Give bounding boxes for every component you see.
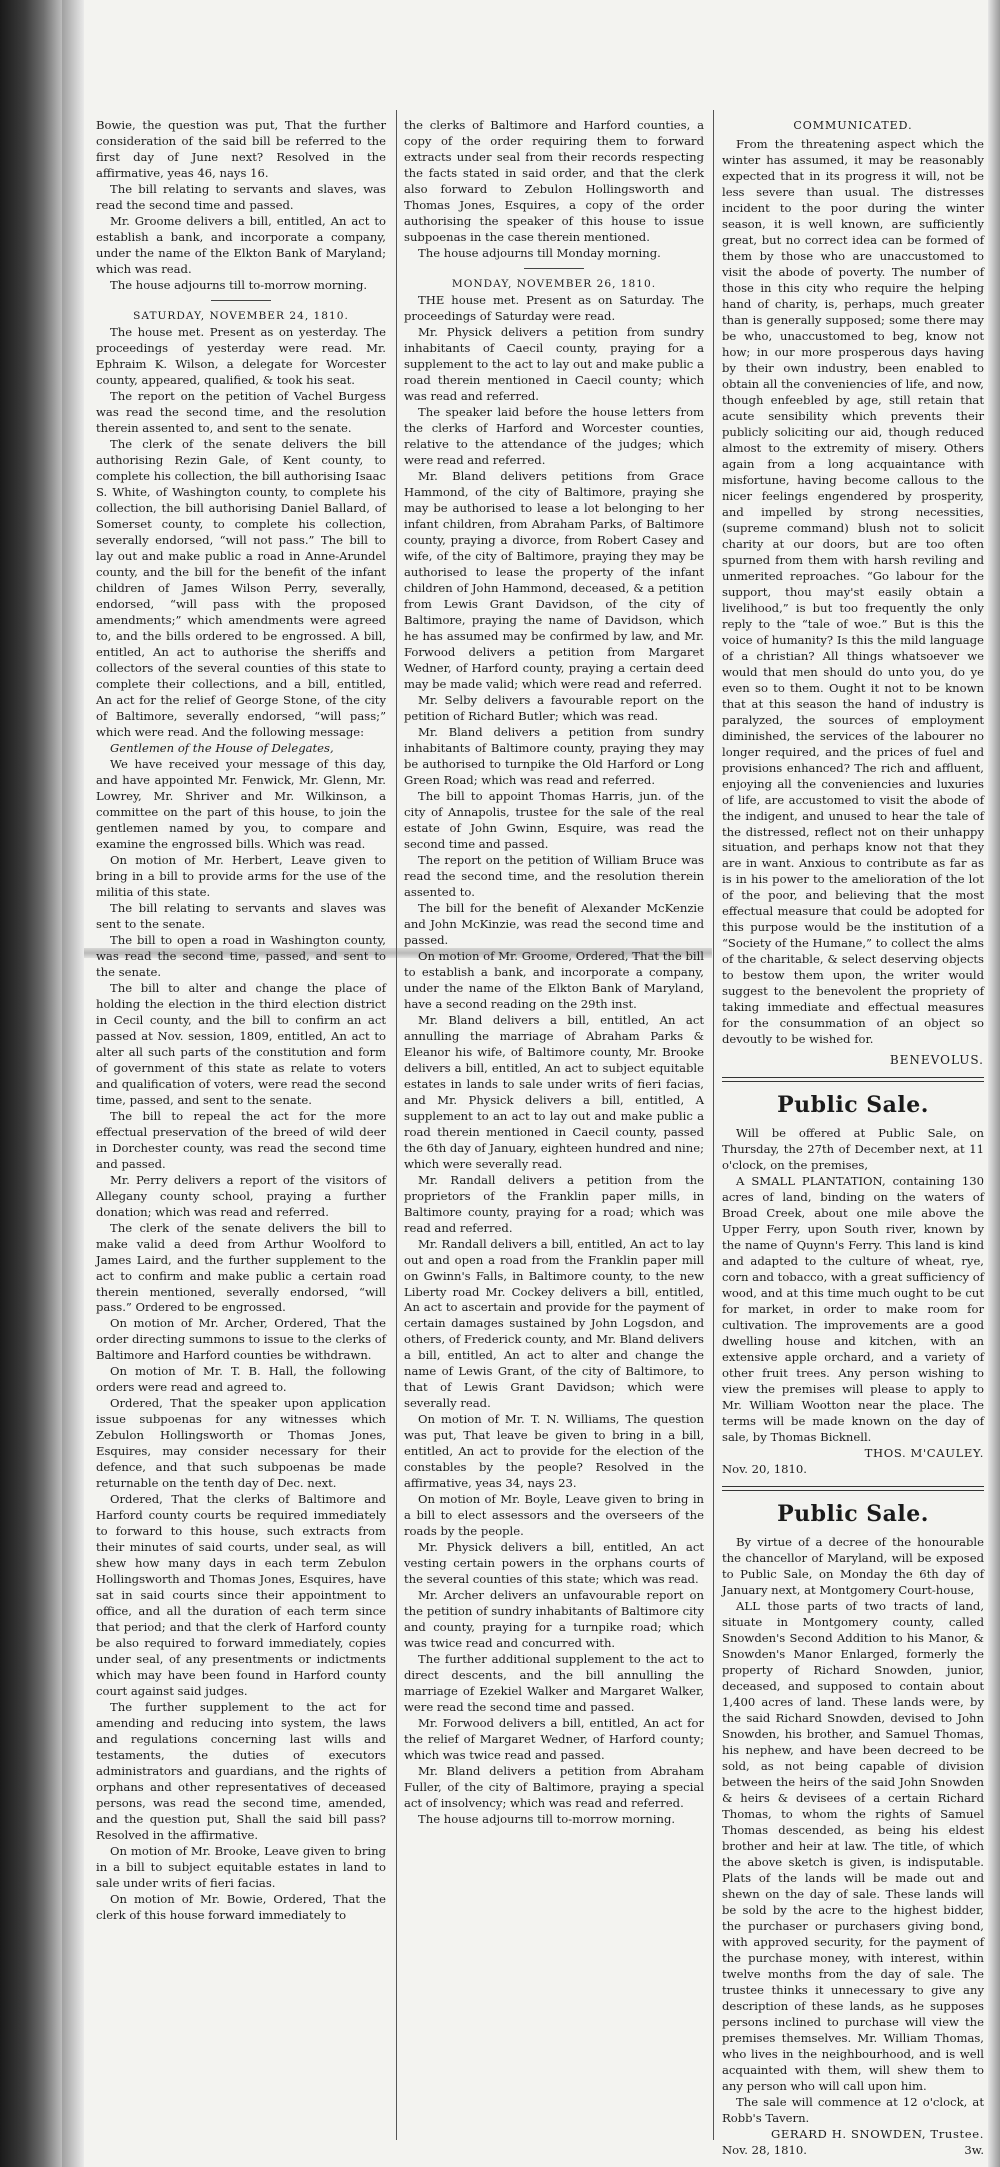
book-binding — [0, 0, 62, 2167]
ad-signer: GERARD H. SNOWDEN, Trustee. — [770, 2126, 984, 2141]
paragraph: The house met. Present as on yesterday. The proceedings of yesterday were read. Mr. Ephraim K. Wilson, a delegate for Worcester county, appeared, qualified, & took his seat. — [96, 325, 386, 388]
paragraph: The house adjourns till Monday morning. — [418, 245, 661, 260]
ad-date: Nov. 20, 1810. — [722, 1461, 807, 1476]
paragraph: THE house met. Present as on Saturday. The proceedings of Saturday were read. — [404, 293, 704, 324]
paragraph: Mr. Bland delivers a bill, entitled, An act annulling the marriage of Abraham Parks & Eleanor his wife, of Baltimore county, Mr. Brooke delivers a bill, entitled, An act to subject equitable estates in lands to sale under writs of fieri facias, and Mr. Physick delivers a bill, entitled, A supplement to an act to lay out and make public a road therein mentioned in Caecil county, passed the 6th day of January, eighteen hundred and nine; which were severally read. — [404, 1012, 704, 1171]
separator — [211, 300, 271, 301]
paragraph: Ordered, That the speaker upon application issue subpoenas for any witnesses which Zebulon Hollingsworth or Thomas Jones, Esquires, may consider necessary for their defence, and that such subpoenas be made returnable on the tenth day of Dec. next. — [96, 1396, 386, 1491]
paragraph: Mr. Randall delivers a petition from the proprietors of the Franklin paper mills, in Baltimore county, praying for a road; which was read and referred. — [404, 1172, 704, 1235]
paragraph: Mr. Physick delivers a petition from sundry inhabitants of Caecil county, praying for a supplement to the act to lay out and make public a road therein mentioned in Caecil county; which was read and referred. — [404, 325, 704, 404]
ad-intro: Will be offered at Public Sale, on Thursday, the 27th of December next, at 11 o'clock, on the premises, — [722, 1126, 984, 1173]
paragraph: The bill relating to servants and slaves, was read the second time and passed. — [96, 181, 386, 212]
ad-intro: By virtue of a decree of the honourable the chancellor of Maryland, will be exposed to Public Sale, on Monday the 6th day of January next, at Montgomery Court-house, — [722, 1535, 984, 1598]
ad-title: Public Sale. — [777, 1500, 929, 1527]
paragraph: On motion of Mr. Bowie, Ordered, That the clerk of this house forward immediately to — [96, 1891, 386, 1922]
paragraph: Mr. Forwood delivers a bill, entitled, An act for the relief of Margaret Wedner, of Harford county; which was twice read and passed. — [404, 1716, 704, 1763]
paragraph: On motion of Mr. T. N. Williams, The question was put, That leave be given to bring in a bill, entitled, An act to provide for the election of the constables by the people? Resolved in the affirmative, yeas 34, nays 23. — [404, 1412, 704, 1491]
ad-signer: THOS. M'CAULEY. — [864, 1445, 984, 1460]
paragraph: On motion of Mr. Archer, Ordered, That the order directing summons to issue to the clerks of Baltimore and Harford counties be withdrawn. — [96, 1316, 386, 1363]
ad-date — [722, 2143, 984, 2159]
paragraph: On motion of Mr. T. B. Hall, the following orders were read and agreed to. — [96, 1364, 386, 1395]
column-rule — [713, 110, 714, 2140]
page-gutter — [62, 0, 84, 2167]
paragraph: The house adjourns till to-morrow morning. — [110, 277, 368, 292]
paragraph: The clerk of the senate delivers the bill authorising Rezin Gale, of Kent county, to complete his collection, the bill authorising Isaac S. White, of Washington county, to complete his collection, the bill authorising Daniel Ballard, of Somerset county, to complete his collection, severally endorsed, “will not pass.” The bill to lay out and make public a road in Anne-Arundel county, and the bill for the benefit of the infant children of James Wilson Perry, severally, endorsed, “will pass with the proposed amendments;” which amendments were agreed to, and the bills ordered to be engrossed. A bill, entitled, An act to authorise the sheriffs and collectors of the several counties of this state to complete their collections, and a bill, entitled, An act for the relief of George Stone, of the city of Baltimore, severally endorsed, “will pass;” which were read. And the following message: — [96, 437, 386, 740]
paragraph: Mr. Archer delivers an unfavourable report on the petition of sundry inhabitants of Baltimore city and county, praying for a turnpike road; which was twice read and concurred with. — [404, 1588, 704, 1651]
column-rule — [396, 110, 397, 2140]
ad-frequency: 3w. — [964, 2142, 984, 2157]
paragraph: We have received your message of this day, and have appointed Mr. Fenwick, Mr. Glenn, Mr. Lowrey, Mr. Shriver and Mr. Wilkinson, a committee on the part of this house, to join the gentlemen named by you, to compare and examine the engrossed bills. Which was read. — [96, 757, 386, 851]
ad-body: A SMALL PLANTATION, containing 130 acres of land, binding on the waters of Broad Creek, about one mile above the Upper Ferry, upon South river, known by the name of Quynn's Ferry. This land is kind and adapted to the culture of wheat, rye, corn and tobacco, with a great sufficiency of wood, and at this time much ought to be cut for market, in order to make room for cultivation. The improvements are a good dwelling house and kitchen, with an extensive apple orchard, and a variety of other fruit trees. Any person wishing to view the premises will please to apply to Mr. William Wootton near the place. The terms will be made known on the day of sale, by Thomas Bicknell. — [722, 1174, 984, 1444]
paragraph: The further additional supplement to the act to direct descents, and the bill annulling the marriage of Ezekiel Walker and Margaret Walker, were read the second time and passed. — [404, 1652, 704, 1715]
paragraph: Bowie, the question was put, That the further consideration of the said bill be referred to the first day of June next? Resolved in the affirmative, yeas 46, nays 16. — [96, 118, 386, 180]
paragraph: The report on the petition of William Bruce was read the second time, and the resolution therein assented to. — [404, 852, 704, 899]
dateline: SATURDAY, NOVEMBER 24, 1810. — [133, 309, 349, 322]
paragraph: Mr. Perry delivers a report of the visitors of Allegany county school, praying a further donation; which was read and referred. — [96, 1172, 386, 1219]
paragraph: The bill to alter and change the place of holding the election in the third election district in Cecil county, and the bill to confirm an act passed at Nov. session, 1809, entitled, An act to alter all such parts of the constitution and form of government of this state as relate to voters and qualification of voters, were read the second time, passed, and sent to the senate. — [96, 980, 386, 1107]
paragraph: Mr. Physick delivers a bill, entitled, An act vesting certain powers in the orphans courts of the several counties of this state; which was read. — [404, 1540, 704, 1587]
paragraph: Mr. Bland delivers petitions from Grace Hammond, of the city of Baltimore, praying she may be authorised to lease a lot belonging to her infant children, from Abraham Parks, of Baltimore county, praying a divorce, from Robert Casey and wife, of the city of Baltimore, praying they may be authorised to lease the property of the infant children of John Hammond, deceased, & a petition from Lewis Grant Davidson, of the city of Baltimore, praying the name of Davidson, which he has assumed may be confirmed by law, and Mr. Forwood delivers a petition from Margaret Wedner, of Harford county, praying a certain deed may be made valid; which were read and referred. — [404, 469, 704, 692]
page-edge — [988, 0, 1000, 2167]
paragraph: On motion of Mr. Herbert, Leave given to bring in a bill to provide arms for the use of the militia of this state. — [96, 852, 386, 899]
paragraph: The house adjourns till to-morrow morning. — [418, 1811, 676, 1826]
paragraph: Mr. Randall delivers a bill, entitled, An act to lay out and open a road from the Franklin paper mill on Gwinn's Falls, in Baltimore county, to the new Liberty road Mr. Cockey delivers a bill, entitled, An act to ascertain and provide for the payment of certain damages sustained by John Logsdon, and others, of Frederick county, and Mr. Bland delivers a bill, entitled, An act to alter and change the name of Lewis Grant, of the city of Baltimore, to that of Lewis Grant Davidson; which were severally read. — [404, 1236, 704, 1411]
paragraph: The bill to appoint Thomas Harris, jun. of the city of Annapolis, trustee for the sale of the real estate of John Gwinn, Esquire, was read the second time and passed. — [404, 788, 704, 851]
paragraph: The report on the petition of Vachel Burgess was read the second time, and the resolution therein assented to, and sent to the senate. — [96, 389, 386, 436]
message-heading: Gentlemen of the House of Delegates, — [110, 741, 334, 756]
paragraph: The bill for the benefit of Alexander McKenzie and John McKinzie, was read the second time and passed. — [404, 900, 704, 947]
paragraph: On motion of Mr. Groome, Ordered, That the bill to establish a bank, and incorporate a company, under the name of the Elkton Bank of Maryland, have a second reading on the 29th inst. — [404, 948, 704, 1011]
column-3 — [722, 118, 984, 2159]
paragraph: Mr. Bland delivers a petition from Abraham Fuller, of the city of Baltimore, praying a special act of insolvency; which was read and referred. — [404, 1764, 704, 1810]
paragraph: On motion of Mr. Brooke, Leave given to bring in a bill to subject equitable estates in land to sale under writs of fieri facias. — [96, 1843, 386, 1890]
dateline: MONDAY, NOVEMBER 26, 1810. — [451, 277, 657, 290]
paragraph: Mr. Bland delivers a petition from sundry inhabitants of Baltimore county, praying they may be authorised to turnpike the Old Harford or Long Green Road; which was read and referred. — [404, 725, 704, 787]
paragraph: The further supplement to the act for amending and reducing into system, the laws and regulations concerning last wills and testaments, the duties of executors administrators and guardians, and the rights of orphans and other representatives of deceased persons, was read the second time, amended, and the question put, Shall the said bill pass? Resolved in the affirmative. — [96, 1700, 386, 1842]
separator — [722, 1077, 984, 1082]
ad-title: Public Sale. — [777, 1091, 929, 1118]
communicated-heading: COMMUNICATED. — [793, 119, 913, 132]
paragraph: From the threatening aspect which the winter has assumed, it may be reasonably expected that in its progress it will, not be less severe than usual. The distresses incident to the poor during the winter season, it is well known, are sufficiently great, but no correct idea can be formed of them by those who are unaccustomed to visit the abode of poverty. The number of those in this city who require the helping hand of charity, is, perhaps, much greater than is generally supposed; some there may be who, unaccustomed to beg, know not how; in our more prosperous days having by their own industry, been enabled to obtain all the conveniencies of life, and now, though enfeebled by age, still retain that acute sensibility which prevents their publicly soliciting our aid, though reduced almost to the extremity of misery. Others again from a long acquaintance with misfortune, having become callous to the nicer feelings engendered by prosperity, and impelled by strong necessities, (supreme command) blush not to solicit charity at our doors, but are too often spurned from them with harsh reviling and unmerited reproaches. “Go labour for the support, thou may'st easily obtain a livelihood,” is but too frequently the only reply to the “tale of woe.” But is this the voice of humanity? Is this the mild language of a christian? All things whatsoever we would that men should do unto you, do ye even so to them. Ought it not to be known that at this season the hand of industry is paralyzed, the sources of employment diminished, the services of the labourer no longer required, and the prices of fuel and provisions enhanced? The rich and affluent, enjoying all the conveniencies and luxuries of life, are accustomed to visit the abode of the indigent, and unused to hear the tale of the distressed, reflect not on their unhappy situation, and perhaps know not that they are in want. Anxious to contribute as far as is in his power to the amelioration of the lot of the poor, and believing that the most effectual measure that could be adopted for this purpose would be the institution of a “Society of the Humane,” to collect the alms of the charitable, & select deserving objects to bestow them upon, the writer would suggest to the benevolent the propriety of taking immediate and effectual measures for the consummation of an object so devoutly to be wished for. — [722, 137, 984, 1047]
paragraph: On motion of Mr. Boyle, Leave given to bring in a bill to elect assessors and the overseers of the roads by the people. — [404, 1492, 704, 1539]
paragraph: The bill to open a road in Washington county, was read the second time, passed, and sent to the senate. — [96, 932, 386, 979]
paragraph: Mr. Groome delivers a bill, entitled, An act to establish a bank, and incorporate a company, under the name of the Elkton Bank of Maryland; which was read. — [96, 213, 386, 276]
paragraph: The clerk of the senate delivers the bill to make valid a deed from Arthur Woolford to James Laird, and the further supplement to the act to confirm and make public a certain road therein mentioned, severally endorsed, “will pass.” Ordered to be engrossed. — [96, 1220, 386, 1315]
separator — [524, 268, 584, 269]
ad-body: ALL those parts of two tracts of land, situate in Montgomery county, called Snowden's Second Addition to his Manor, & Snowden's Manor Enlarged, formerly the property of Richard Snowden, junior, deceased, and supposed to contain about 1,400 acres of land. These lands were, by the said Richard Snowden, devised to John Snowden, his brother, and Samuel Thomas, his nephew, and have been decreed to be sold, as not being capable of division between the heirs of the said John Snowden & heirs & devisees of a certain Richard Thomas, to whom the rights of Samuel Thomas descended, as being his eldest brother and heir at law. The title, of which the above sketch is given, is indisputable. Plats of the lands will be made out and shewn on the day of sale. These lands will be sold by the acre to the highest bidder, the purchaser or purchasers giving bond, with approved security, for the payment of the purchase money, with interest, within twelve months from the day of sale. The trustee thinks it unnecessary to give any description of these lands, as he supposes persons inclined to purchase will view the premises themselves. Mr. William Thomas, who lives in the neighbourhood, and is well acquainted with them, will shew them to any person who will call upon him. — [722, 1599, 984, 2093]
ad-closing: The sale will commence at 12 o'clock, at Robb's Tavern. — [722, 2094, 984, 2125]
ad-date-text: Nov. 28, 1810. — [722, 2142, 807, 2157]
paragraph: The speaker laid before the house letters from the clerks of Harford and Worcester counties, relative to the attendance of the judges; which were read and referred. — [404, 405, 704, 468]
paragraph: The bill relating to servants and slaves was sent to the senate. — [96, 900, 386, 931]
paragraph: Mr. Selby delivers a favourable report on the petition of Richard Butler; which was read. — [404, 693, 704, 724]
paragraph: the clerks of Baltimore and Harford counties, a copy of the order requiring them to forward extracts under seal from their records respecting the facts stated in said order, and that the clerk also forward to Zebulon Hollingsworth and Thomas Jones, Esquires, a copy of the order authorising the speaker of this house to issue subpoenas in the case therein mentioned. — [404, 118, 704, 244]
column-1 — [96, 118, 386, 1924]
separator — [722, 1486, 984, 1491]
signature: BENEVOLUS. — [889, 1053, 984, 1068]
paragraph: The bill to repeal the act for the more effectual preservation of the breed of wild deer in Dorchester county, was read the second time and passed. — [96, 1108, 386, 1171]
paragraph: Ordered, That the clerks of Baltimore and Harford county courts be required immediately to forward to this house, such extracts from their minutes of said courts, under seal, as will shew how many days in each term Zebulon Hollingsworth and Thomas Jones, Esquires, have sat in said courts since their appointment to office, and all the duration of each term since that period; and that the clerk of Harford county be also required to forward immediately, copies under seal, of any presentments or indictments which may have been found in Harford county court against said judges. — [96, 1492, 386, 1699]
column-2 — [404, 118, 704, 1828]
